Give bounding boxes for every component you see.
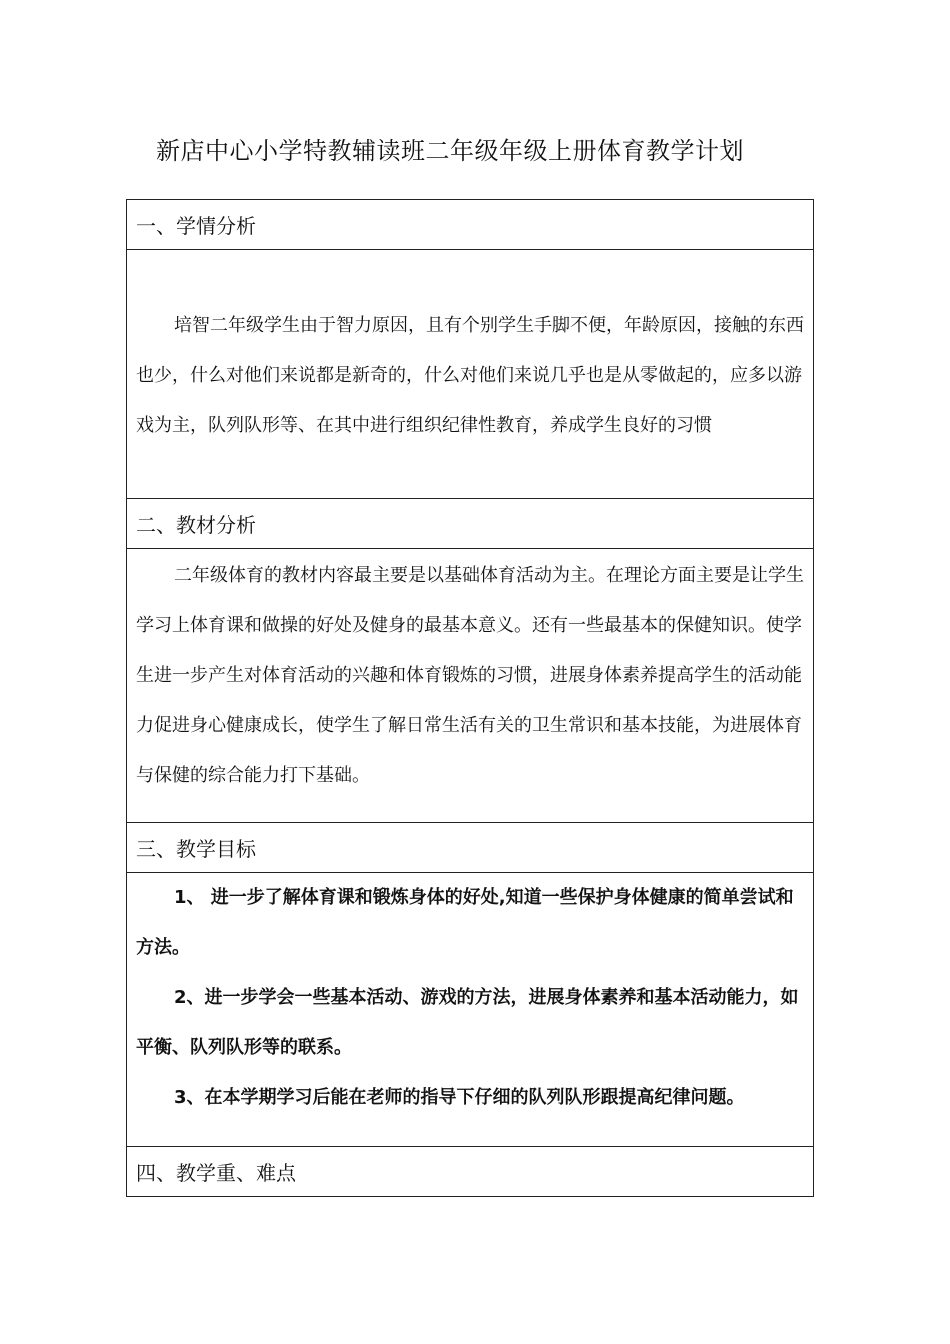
- section-header-row: [127, 200, 814, 250]
- section-body-row: [127, 549, 814, 823]
- goal-item: 1、 进一步了解体育课和锻炼身体的好处,知道一些保护身体健康的简单尝试和方法。: [136, 887, 794, 958]
- goal-item: 3、在本学期学习后能在老师的指导下仔细的队列队形跟提高纪律问题。: [174, 1087, 745, 1108]
- section-heading-goals: 三、教学目标: [127, 823, 814, 873]
- section-heading-material: 二、教材分析: [127, 499, 814, 549]
- goals-list: [136, 873, 804, 1123]
- section-body-row: [127, 873, 814, 1147]
- section-header-row: [127, 1147, 814, 1197]
- section-body-material: [127, 549, 814, 823]
- analysis-paragraph: 培智二年级学生由于智力原因，且有个别学生手脚不便，年龄原因，接触的东西也少，什么对他们来说都是新奇的，什么对他们来说几乎也是从零做起的，应多以游戏为主，队列队形等、在其中进行组织纪律性教育，养成学生良好的习惯: [136, 315, 804, 436]
- section-header-row: [127, 499, 814, 549]
- material-paragraph: 二年级体育的教材内容最主要是以基础体育活动为主。在理论方面主要是让学生学习上体育课和做操的好处及健身的最基本意义。还有一些最基本的保健知识。使学生进一步产生对体育活动的兴趣和体育锻炼的习惯，进展身体素养提高学生的活动能力促进身心健康成长，使学生了解日常生活有关的卫生常识和基本技能，为进展体育与保健的综合能力打下基础。: [136, 565, 804, 786]
- goal-item: 2、进一步学会一些基本活动、游戏的方法，进展身体素养和基本活动能力，如平衡、队列队形等的联系。: [136, 987, 799, 1058]
- section-heading-key-points: 四、教学重、难点: [127, 1147, 814, 1197]
- section-body-row: [127, 250, 814, 499]
- section-header-row: [127, 823, 814, 873]
- document-title: 新店中心小学特教辅读班二年级年级上册体育教学计划: [156, 137, 744, 165]
- section-body-analysis: [127, 250, 814, 499]
- section-body-goals: [127, 873, 814, 1147]
- section-heading-analysis: 一、学情分析: [127, 200, 814, 250]
- teaching-plan-table: [126, 199, 814, 1197]
